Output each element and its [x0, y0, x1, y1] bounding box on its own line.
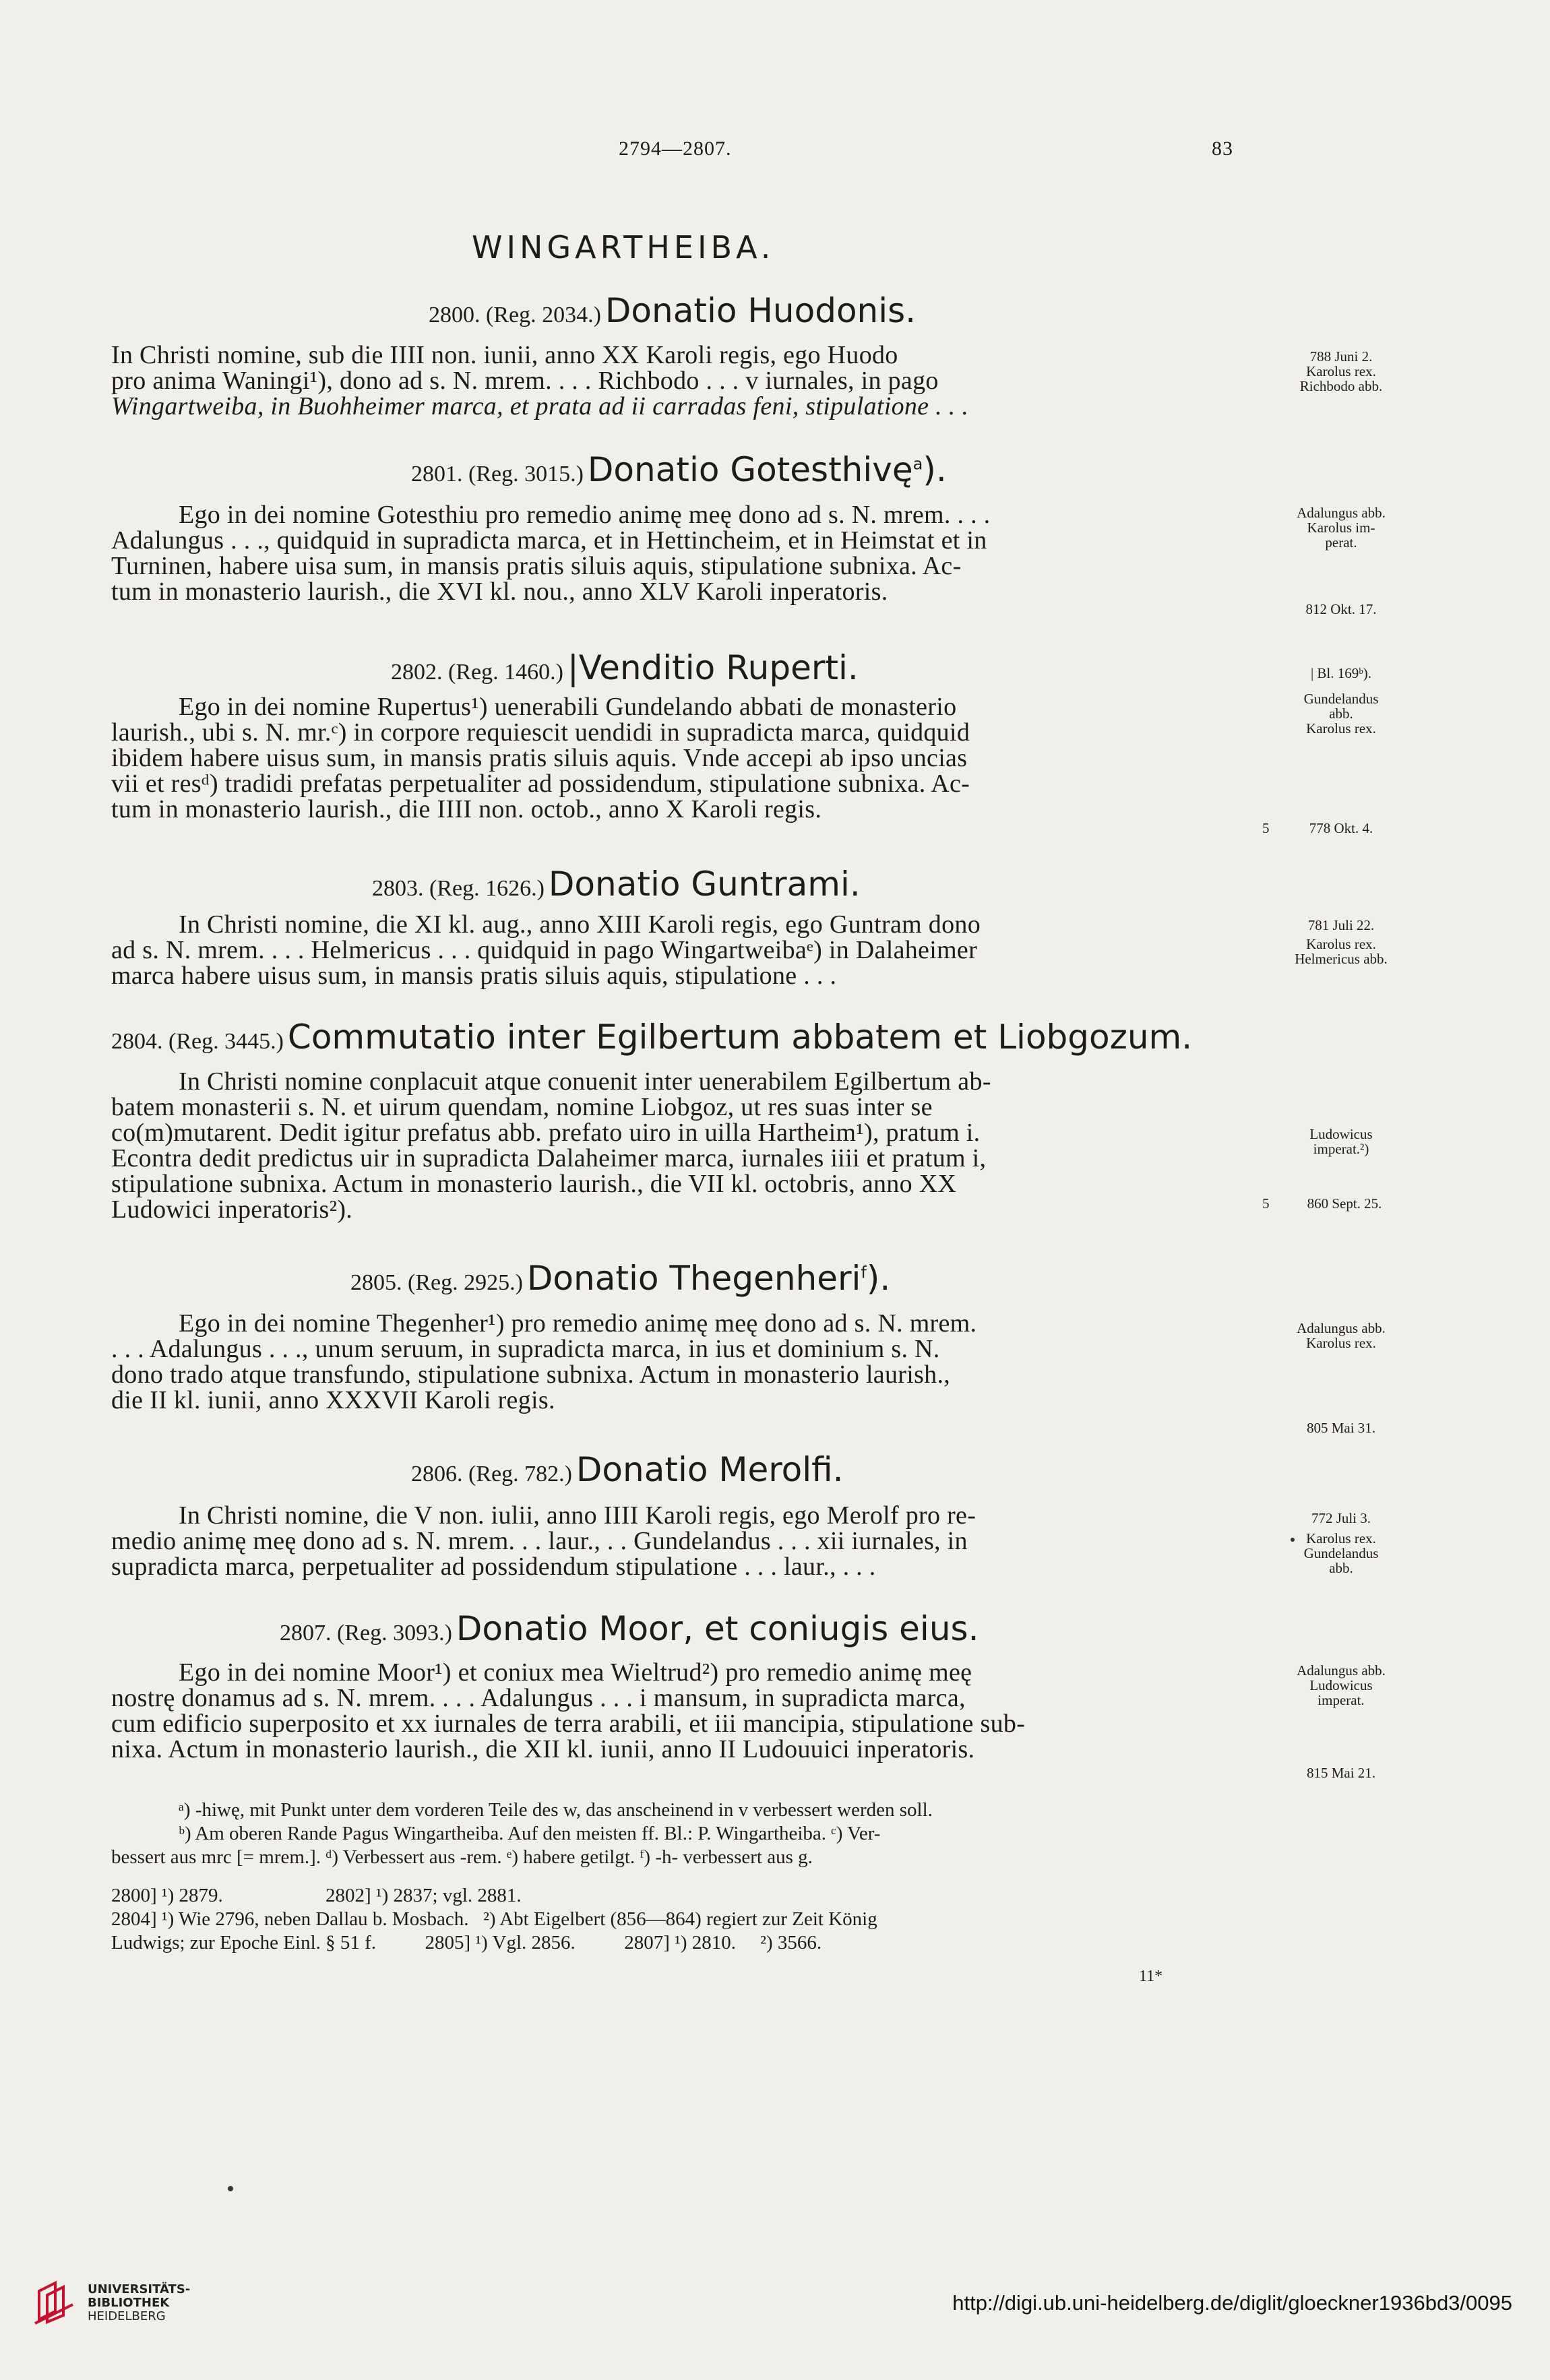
- text-line: pro anima Waningi¹), dono ad s. N. mrem. . . . Richbodo . . . v iurnales, in pago: [111, 367, 939, 395]
- note-line: 2800] ¹) 2879. 2802] ¹) 2837; vgl. 2881.: [111, 1885, 522, 1906]
- margin-note-2802: | Bl. 169ᵇ). Gundelandus abb. Karolus rex.: [1303, 665, 1379, 737]
- speck: [1291, 1538, 1295, 1542]
- entry-heading-2804: 2804. (Reg. 3445.) Commutatio inter Egilbertum abbatem et Liobgozum.: [111, 1017, 1193, 1057]
- line-number: 5: [1262, 1195, 1270, 1212]
- text-line: Ego in dei nomine Thegenher¹) pro remedio animę meę dono ad s. N. mrem.: [179, 1309, 977, 1338]
- running-head-range: 2794—2807.: [619, 137, 732, 160]
- text-line: Econtra dedit predictus uir in supradicta Dalaheimer marca, iurnales iiii et pratum i,: [111, 1144, 987, 1172]
- margin-note-2807: Adalungus abb. Ludowicus imperat.: [1297, 1662, 1386, 1708]
- footnote-line: bessert aus mrc [= mrem.]. ᵈ) Verbessert aus -rem. ᵉ) habere getilgt. ᶠ) -h- verbessert aus g.: [111, 1846, 813, 1868]
- text-line: In Christi nomine, die XI kl. aug., anno XIII Karoli regis, ego Guntram dono: [179, 910, 981, 939]
- text-line: batem monasterii s. N. et uirum quendam, nomine Liobgoz, ut res suas inter se: [111, 1093, 933, 1121]
- footnote-line: ᵇ) Am oberen Rande Pagus Wingartheiba. Auf den meisten ff. Bl.: P. Wingartheiba. ᶜ) Ver-: [179, 1823, 881, 1844]
- library-logo-icon: [32, 2279, 80, 2326]
- text-line: In Christi nomine, sub die IIII non. iunii, anno XX Karoli regis, ego Huodo: [111, 341, 898, 369]
- text-line: marca habere uisus sum, in mansis pratis siluis aquis, stipulatione . . .: [111, 962, 837, 990]
- text-line: medio animę meę dono ad s. N. mrem. . . laur., . . Gundelandus . . . xii iurnales, in: [111, 1527, 968, 1555]
- margin-note-2803: 781 Juli 22. Karolus rex. Helmericus abb.: [1295, 917, 1388, 967]
- text-line: Ego in dei nomine Moor¹) et coniux mea Wieltrud²) pro remedio animę meę: [179, 1658, 972, 1687]
- margin-date-2802: 778 Okt. 4.: [1309, 820, 1373, 836]
- line-number: 5: [1262, 820, 1270, 836]
- library-name: UNIVERSITÄTS- BIBLIOTHEK HEIDELBERG: [88, 2282, 191, 2323]
- margin-note-2800: 788 Juni 2. Karolus rex. Richbodo abb.: [1299, 348, 1383, 394]
- text-line: Adalungus . . ., quidquid in supradicta marca, et in Hettincheim, et in Heimstat et in: [111, 526, 987, 555]
- text-line: ibidem habere uisus sum, in mansis pratis siluis aquis. Vnde accepi ab ipso uncias: [111, 744, 968, 772]
- note-line: Ludwigs; zur Epoche Einl. § 51 f. 2805] ¹) Vgl. 2856. 2807] ¹) 2810. ²) 3566.: [111, 1932, 822, 1953]
- text-line: tum in monasterio laurish., die XVI kl. nou., anno XLV Karoli inperatoris.: [111, 577, 888, 606]
- text-line: In Christi nomine conplacuit atque conuenit inter uenerabilem Egilbertum ab-: [179, 1067, 991, 1096]
- entry-heading-2803: 2803. (Reg. 1626.) Donatio Guntrami.: [372, 865, 861, 904]
- margin-date-2807: 815 Mai 21.: [1306, 1765, 1376, 1781]
- margin-date-2801: 812 Okt. 17.: [1305, 601, 1377, 617]
- margin-date-2804: 860 Sept. 25.: [1307, 1195, 1382, 1212]
- entry-heading-2800: 2800. (Reg. 2034.) Donatio Huodonis.: [429, 291, 917, 330]
- text-line: . . . Adalungus . . ., unum seruum, in supradicta marca, in ius et dominium s. N.: [111, 1335, 940, 1363]
- text-line: laurish., ubi s. N. mr.ᶜ) in corpore requiescit uendidi in supradicta marca, quidquid: [111, 718, 970, 747]
- text-line: Ludowici inperatoris²).: [111, 1195, 353, 1224]
- signature-mark: 11*: [1139, 1968, 1163, 1985]
- text-line: Ego in dei nomine Rupertus¹) uenerabili Gundelando abbati de monasterio: [179, 693, 957, 721]
- text-line: Turninen, habere uisa sum, in mansis pratis siluis aquis, stipulatione subnixa. Ac-: [111, 552, 962, 580]
- source-url-link[interactable]: http://digi.ub.uni-heidelberg.de/diglit/gloeckner1936bd3/0095: [952, 2291, 1512, 2315]
- text-line: nostrę donamus ad s. N. mrem. . . . Adalungus . . . i mansum, in supradicta marca,: [111, 1684, 966, 1712]
- margin-date-2805: 805 Mai 31.: [1306, 1420, 1376, 1436]
- margin-note-2806: 772 Juli 3. Karolus rex. Gundelandus abb.: [1303, 1510, 1379, 1576]
- margin-note-2805: Adalungus abb. Karolus rex.: [1297, 1320, 1386, 1351]
- entry-heading-2802: 2802. (Reg. 1460.) |Venditio Ruperti.: [391, 648, 859, 687]
- text-line: dono trado atque transfundo, stipulatione subnixa. Actum in monasterio laurish.,: [111, 1360, 951, 1389]
- entry-heading-2806: 2806. (Reg. 782.) Donatio Merolfi.: [411, 1450, 844, 1489]
- page-number: 83: [1212, 137, 1233, 160]
- text-line: nixa. Actum in monasterio laurish., die XII kl. iunii, anno II Ludouuici inperatoris.: [111, 1735, 975, 1763]
- text-line: In Christi nomine, die V non. iulii, anno IIII Karoli regis, ego Merolf pro re-: [179, 1501, 976, 1530]
- entry-heading-2801: 2801. (Reg. 3015.) Donatio Gotesthivę$^a$).: [411, 450, 947, 489]
- entry-heading-2807: 2807. (Reg. 3093.) Donatio Moor, et coniugis eius.: [280, 1609, 979, 1648]
- text-line: vii et resᵈ) tradidi prefatas perpetualiter ad possidendum, stipulatione subnixa. Ac-: [111, 770, 970, 798]
- text-line: Ego in dei nomine Gotesthiu pro remedio animę meę dono ad s. N. mrem. . . .: [179, 501, 991, 529]
- text-line: ad s. N. mrem. . . . Helmericus . . . quidquid in pago Wingartweibaᵉ) in Dalaheimer: [111, 936, 978, 964]
- margin-note-2801: Adalungus abb. Karolus im- perat.: [1297, 505, 1386, 551]
- text-line: cum edificio superposito et xx iurnales de terra arabili, et iii mancipia, stipulatione sub-: [111, 1710, 1026, 1738]
- section-title: WINGARTHEIBA.: [472, 229, 775, 265]
- text-line: die II kl. iunii, anno XXXVII Karoli regis.: [111, 1386, 555, 1414]
- text-line: supradicta marca, perpetualiter ad possidendum stipulatione . . . laur., . . .: [111, 1553, 876, 1581]
- margin-note-2804: Ludowicus imperat.²): [1309, 1126, 1373, 1157]
- text-line: Wingartweiba, in Buohheimer marca, et prata ad ii carradas feni, stipulatione . . .: [111, 392, 969, 420]
- note-line: 2804] ¹) Wie 2796, neben Dallau b. Mosbach. ²) Abt Eigelbert (856—864) regiert zur Zeit König: [111, 1908, 877, 1930]
- speck: [228, 2186, 233, 2191]
- entry-heading-2805: 2805. (Reg. 2925.) Donatio Thegenheri$^f$).: [350, 1259, 891, 1298]
- text-line: tum in monasterio laurish., die IIII non. octob., anno X Karoli regis.: [111, 795, 822, 823]
- text-line: stipulatione subnixa. Actum in monasterio laurish., die VII kl. octobris, anno XX: [111, 1170, 957, 1198]
- footnote-line: ᵃ) -hiwę, mit Punkt unter dem vorderen Teile des w, das anscheinend in v verbessert werden soll.: [179, 1799, 933, 1821]
- text-line: co(m)mutarent. Dedit igitur prefatus abb. prefato uiro in uilla Hartheim¹), pratum i.: [111, 1119, 981, 1147]
